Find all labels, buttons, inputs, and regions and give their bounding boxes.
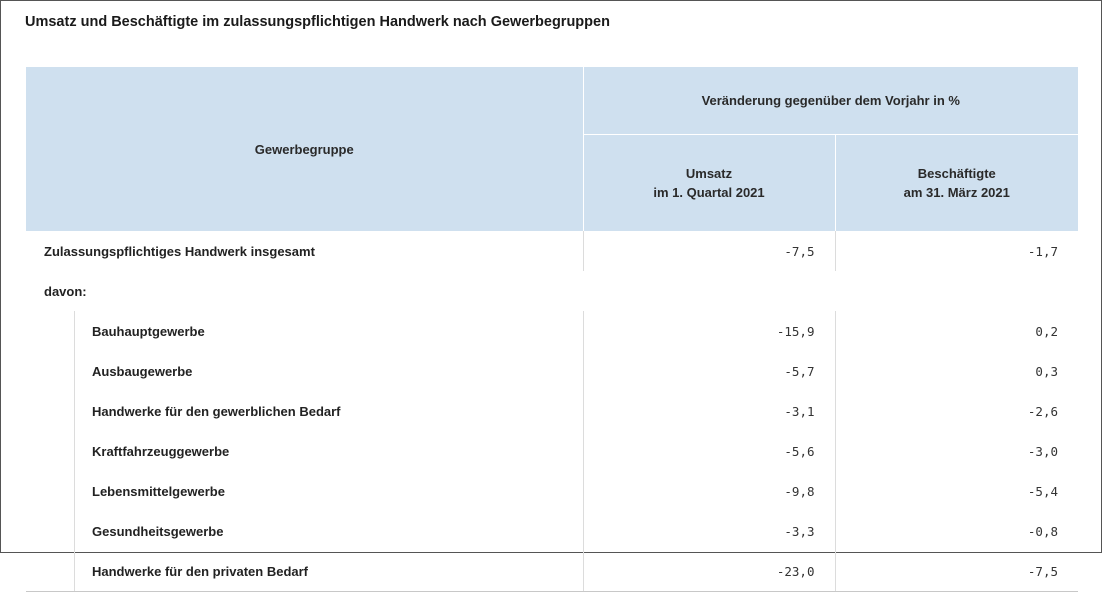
row-label: Kraftfahrzeuggewerbe	[26, 431, 583, 471]
header-beschaeftigte-line1: Beschäftigte	[917, 165, 996, 181]
cell-umsatz: -7,5	[583, 231, 835, 271]
row-label: Handwerke für den gewerblichen Bedarf	[26, 391, 583, 431]
table-row	[26, 311, 1078, 351]
row-label: Bauhauptgewerbe	[26, 311, 583, 351]
cell-beschaeftigte: -3,0	[835, 431, 1078, 471]
header-umsatz-line2: im 1. Quartal 2021	[653, 184, 765, 200]
header-umsatz-line1: Umsatz	[685, 165, 733, 181]
row-label: Lebensmittelgewerbe	[26, 471, 583, 511]
cell-beschaeftigte: -7,5	[835, 551, 1078, 592]
cell-beschaeftigte: -0,8	[835, 511, 1078, 551]
table-row	[26, 551, 1078, 592]
cell-beschaeftigte: -2,6	[835, 391, 1078, 431]
table-row	[26, 351, 1078, 391]
cell-umsatz: -5,7	[583, 351, 835, 391]
cell-beschaeftigte: 0,2	[835, 311, 1078, 351]
table-row	[26, 511, 1078, 551]
row-label: Zulassungspflichtiges Handwerk insgesamt	[44, 243, 315, 259]
table-row-davon	[26, 271, 1078, 311]
data-table	[26, 67, 1078, 592]
table-row	[26, 471, 1078, 511]
cell-beschaeftigte: -5,4	[835, 471, 1078, 511]
header-umsatz	[583, 134, 835, 231]
header-beschaeftigte	[835, 134, 1078, 231]
cell-umsatz: -23,0	[583, 551, 835, 592]
cell-beschaeftigte: 0,3	[835, 351, 1078, 391]
row-label: Gesundheitsgewerbe	[26, 511, 583, 551]
table-row-total	[26, 231, 1078, 271]
empty-cell	[583, 271, 835, 311]
header-veraenderung: Veränderung gegenüber dem Vorjahr in %	[583, 67, 1078, 134]
cell-umsatz: -9,8	[583, 471, 835, 511]
cell-umsatz: -3,3	[583, 511, 835, 551]
cell-umsatz: -3,1	[583, 391, 835, 431]
table-row	[26, 431, 1078, 471]
header-beschaeftigte-line2: am 31. März 2021	[903, 184, 1010, 200]
header-gewerbegruppe: Gewerbegruppe	[26, 67, 583, 231]
cell-umsatz: -15,9	[583, 311, 835, 351]
cell-beschaeftigte: -1,7	[835, 231, 1078, 271]
row-label: Handwerke für den privaten Bedarf	[26, 551, 583, 592]
table-row	[26, 391, 1078, 431]
page-title: Umsatz und Beschäftigte im zulassungspflichtigen Handwerk nach Gewerbegruppen	[25, 14, 610, 30]
row-label-davon: davon:	[44, 283, 87, 299]
row-label: Ausbaugewerbe	[26, 351, 583, 391]
empty-cell	[835, 271, 1078, 311]
cell-umsatz: -5,6	[583, 431, 835, 471]
